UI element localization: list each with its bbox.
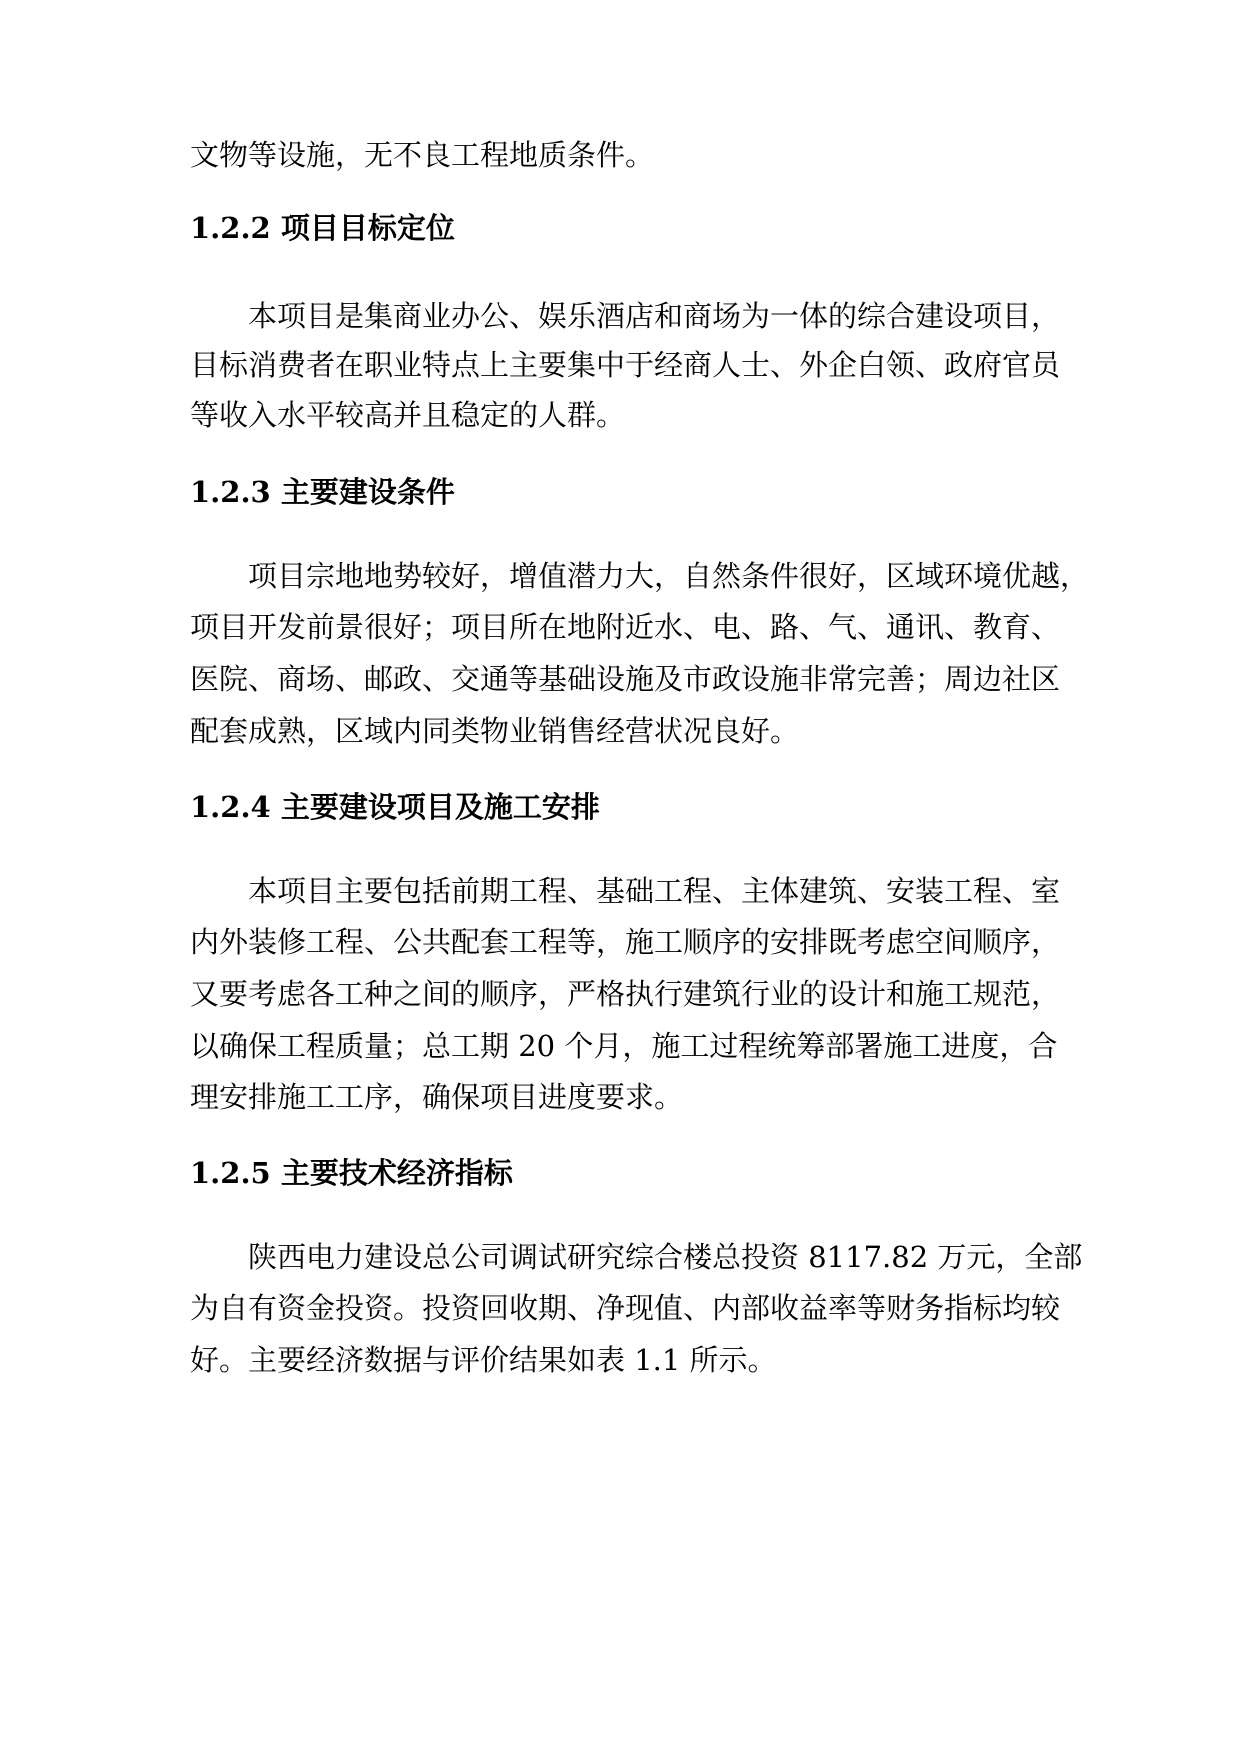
paragraph-line: 为自有资金投资。投资回收期、净现值、内部收益率等财务指标均较 <box>190 1291 1061 1325</box>
paragraph-line: 以确保工程质量；总工期 20 个月，施工过程统筹部署施工进度，合 <box>190 1029 1058 1063</box>
paragraph-line: 好。主要经济数据与评价结果如表 1.1 所示。 <box>190 1343 777 1377</box>
section-heading-1-2-5: 1.2.5 主要技术经济指标 <box>190 1156 513 1190</box>
paragraph-line: 理安排施工工序，确保项目进度要求。 <box>190 1080 684 1114</box>
paragraph-line: 本项目主要包括前期工程、基础工程、主体建筑、安装工程、室 <box>248 874 1061 908</box>
paragraph-line: 目标消费者在职业特点上主要集中于经商人士、外企白领、政府官员 <box>190 348 1061 382</box>
paragraph-line: 等收入水平较高并且稳定的人群。 <box>190 398 626 432</box>
paragraph-line: 配套成熟，区域内同类物业销售经营状况良好。 <box>190 714 800 748</box>
section-heading-1-2-4: 1.2.4 主要建设项目及施工安排 <box>190 790 600 824</box>
paragraph-line: 项目宗地地势较好，增值潜力大，自然条件很好，区域环境优越， <box>248 559 1090 593</box>
paragraph-line: 内外装修工程、公共配套工程等，施工顺序的安排既考虑空间顺序， <box>190 925 1061 959</box>
paragraph-line: 医院、商场、邮政、交通等基础设施及市政设施非常完善；周边社区 <box>190 662 1061 696</box>
paragraph-line: 又要考虑各工种之间的顺序，严格执行建筑行业的设计和施工规范， <box>190 977 1061 1011</box>
section-heading-1-2-2: 1.2.2 项目目标定位 <box>190 211 455 245</box>
paragraph-line: 文物等设施，无不良工程地质条件。 <box>190 138 655 172</box>
paragraph-line: 陕西电力建设总公司调试研究综合楼总投资 8117.82 万元，全部 <box>248 1240 1083 1274</box>
paragraph-line: 项目开发前景很好；项目所在地附近水、电、路、气、通讯、教育、 <box>190 610 1061 644</box>
section-heading-1-2-3: 1.2.3 主要建设条件 <box>190 475 455 509</box>
paragraph-line: 本项目是集商业办公、娱乐酒店和商场为一体的综合建设项目， <box>248 299 1061 333</box>
